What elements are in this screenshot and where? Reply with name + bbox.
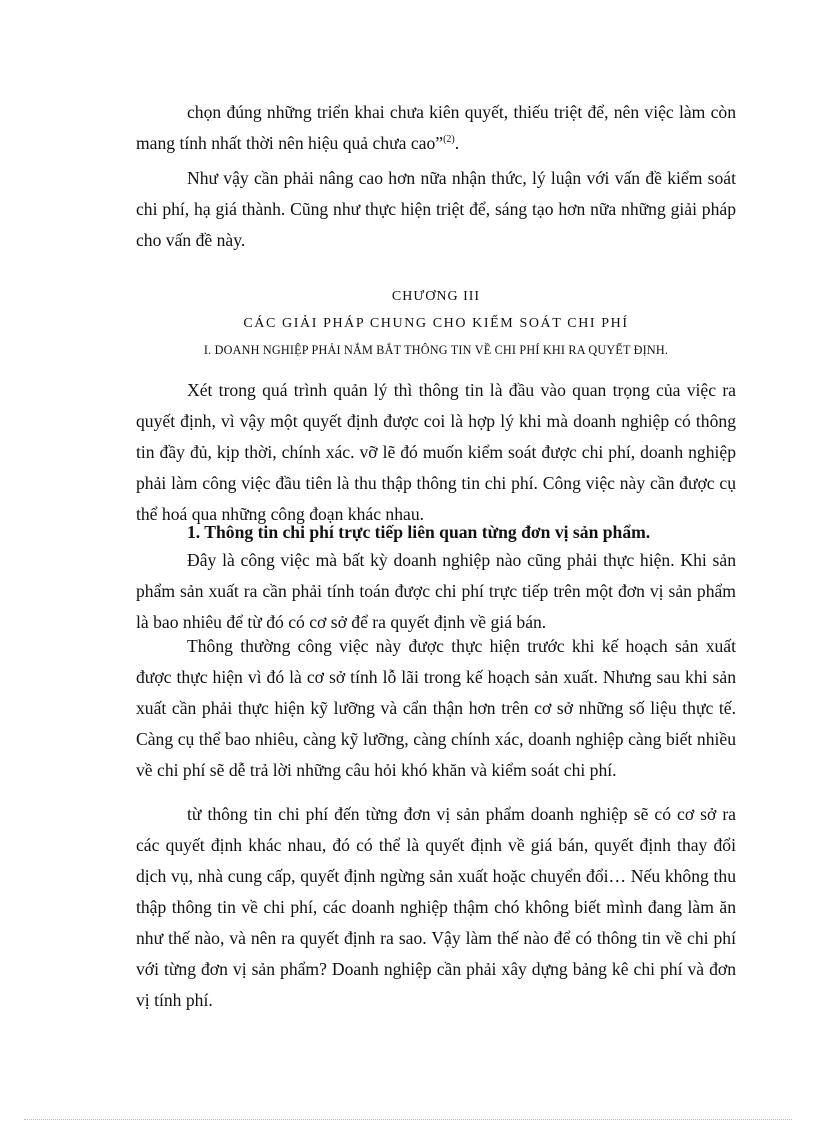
paragraph-1-end: . (454, 133, 460, 153)
subsection-title: 1. Thông tin chi phí trực tiếp liên quan từng đơn vị sản phẩm. (187, 522, 651, 542)
paragraph-6: từ thông tin chi phí đến từng đơn vị sản phẩm doanh nghiệp sẽ có cơ sở ra các quyết định khác nhau, đó có thể là quyết định về giá bán, quyết định thay đổi dịch vụ, nhà cung cấp, quyết định ngừng sản xuất hoặc chuyển đổi… Nếu không thu thập thông tin về chi phí, các doanh nghiệp thậm chó không biết mình đang làm ăn như thế nào, và nên ra quyết định ra sao. Vậy làm thế nào để có thông tin về chi phí với từng đơn vị sản phẩm? Doanh nghiệp cần phải xây dựng bảng kê chi phí và đơn vị tính phí. (136, 804, 736, 1010)
paragraph-1-text: chọn đúng những triển khai chưa kiên quyết, thiếu triệt để, nên việc làm còn mang tính nhất thời nên hiệu quả chưa cao” (136, 102, 736, 153)
paragraph-3: Xét trong quá trình quản lý thì thông tin là đầu vào quan trọng của việc ra quyết định, vì vậy một quyết định được coi là hợp lý khi mà doanh nghiệp có thông tin đầy đủ, kịp thời, chính xác. vỡ lẽ đó muốn kiểm soát được chi phí, doanh nghiệp phải làm công việc đầu tiên là thu thập thông tin chi phí. Công việc này cần được cụ thể hoá qua những công đoạn khác nhau. (136, 380, 736, 524)
paragraph-5: Thông thường công việc này được thực hiện trước khi kế hoạch sản xuất được thực hiện vì đó là cơ sở tính lỗ lãi trong kế hoạch sản xuất. Nhưng sau khi sản xuất cần phải thực hiện kỹ lưỡng và cẩn thận hơn trên cơ sở những số liệu thực tế. Càng cụ thể bao nhiêu, càng kỹ lưỡng, càng chính xác, doanh nghiệp càng biết nhiều về chi phí sẽ dễ trả lời những câu hỏi khó khăn và kiểm soát chi phí. (136, 636, 736, 780)
chapter-title: CÁC GIẢI PHÁP CHUNG CHO KIỂM SOÁT CHI PHÍ (243, 316, 629, 331)
chapter-number: CHƯƠNG III (391, 289, 481, 304)
section-title: I. DOANH NGHIỆP PHẢI NẮM BẮT THÔNG TIN VỀ CHI PHÍ KHI RA QUYẾT ĐỊNH. (203, 343, 669, 357)
paragraph-2: Như vậy cần phải nâng cao hơn nữa nhận thức, lý luận với vấn đề kiểm soát chi phí, hạ giá thành. Cũng như thực hiện triệt để, sáng tạo hơn nữa những giải pháp cho vấn đề này. (136, 168, 736, 250)
page-bottom-divider (24, 1119, 792, 1120)
paragraph-1 (136, 97, 736, 159)
paragraph-4: Đây là công việc mà bất kỳ doanh nghiệp nào cũng phải thực hiện. Khi sản phẩm sản xuất ra cần phải tính toán được chi phí trực tiếp trên một đơn vị sản phẩm là bao nhiêu để từ đó có cơ sở để ra quyết định về giá bán. (136, 550, 736, 632)
footnote-marker: (2) (443, 134, 455, 145)
